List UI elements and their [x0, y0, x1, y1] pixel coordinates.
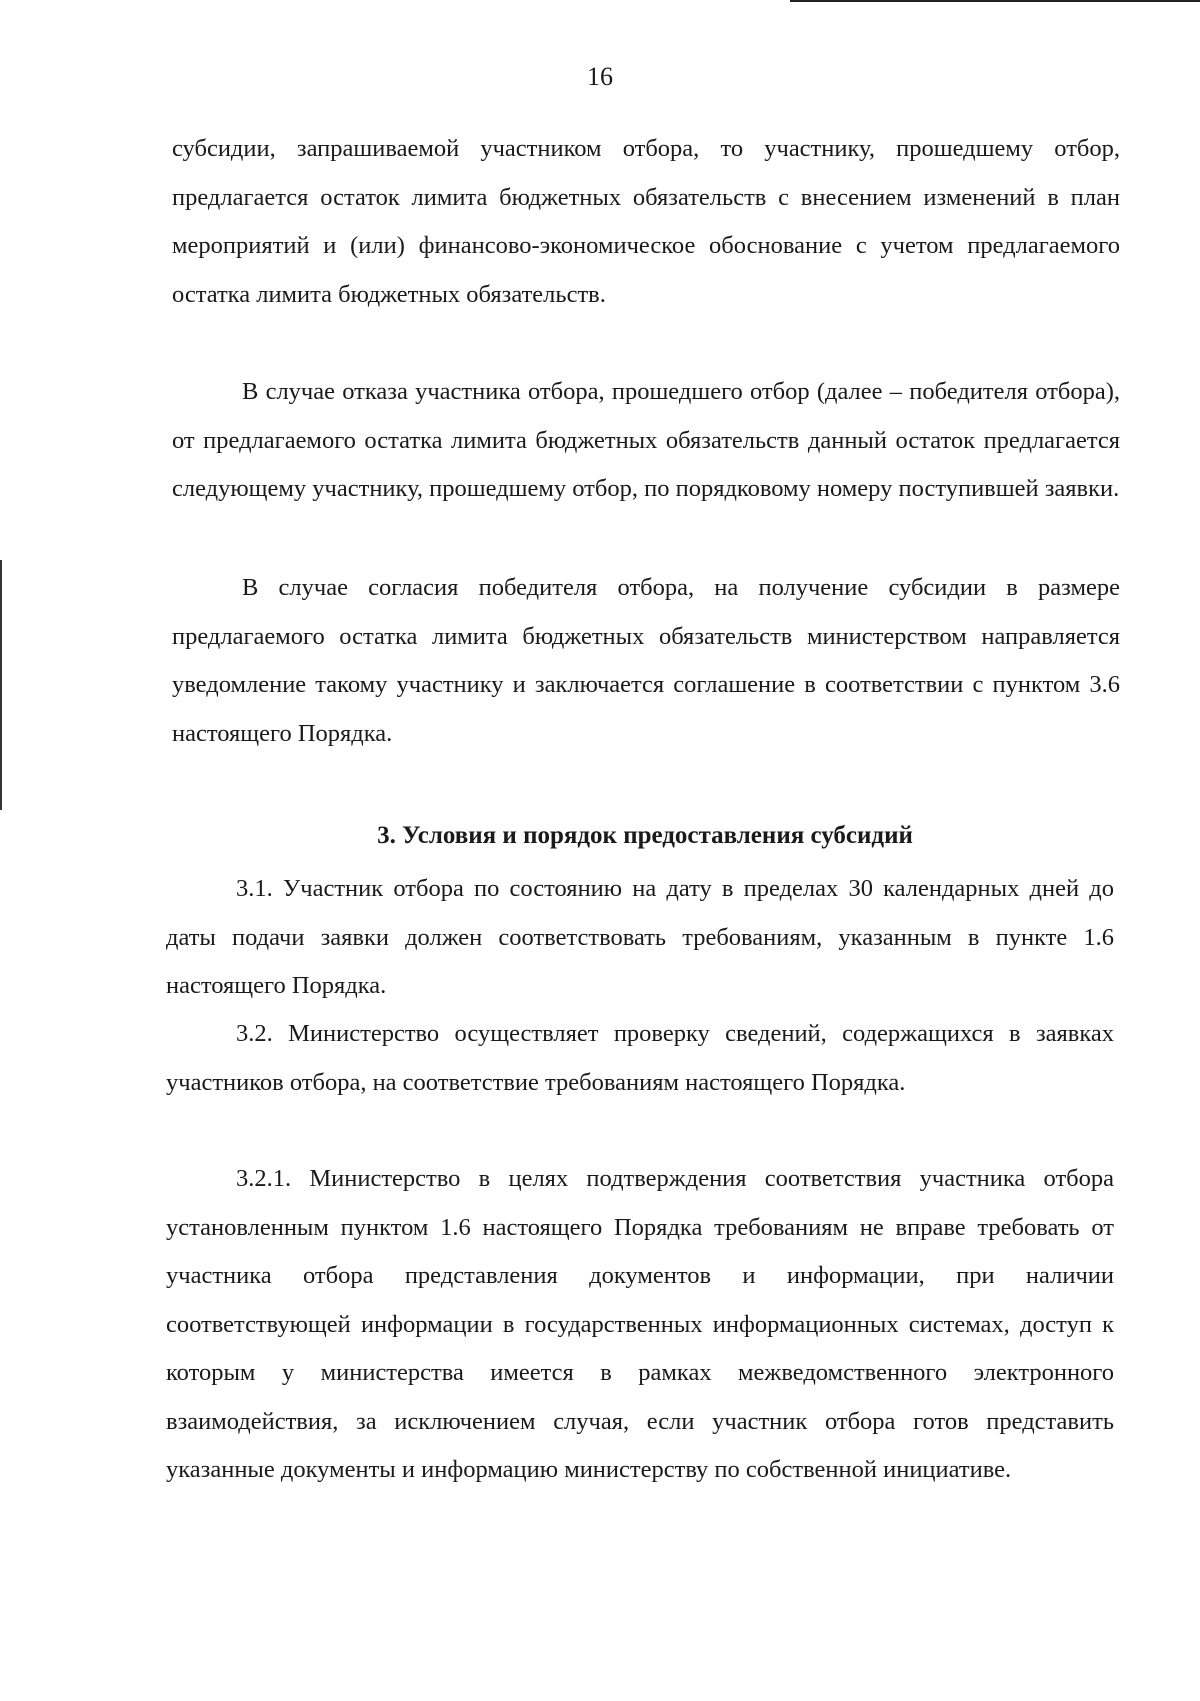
section-heading: 3. Условия и порядок предоставления субсидий	[377, 822, 913, 849]
paragraph-3-1: 3.1. Участник отбора по состоянию на дату в пределах 30 календарных дней до даты подачи заявки должен соответствовать требованиям, указанным в пункте 1.6 настоящего Порядка.	[166, 875, 1114, 999]
left-margin-mark	[0, 560, 2, 810]
page-number: 16	[587, 62, 613, 91]
top-border-line	[790, 0, 1200, 2]
paragraph-3-2: 3.2. Министерство осуществляет проверку сведений, содержащихся в заявках участников отбора, на соответствие требованиям настоящего Порядка.	[166, 1020, 1114, 1096]
paragraph-continuation: субсидии, запрашиваемой участником отбора, то участнику, прошедшему отбор, предлагается остаток лимита бюджетных обязательств с внесением изменений в план мероприятий и (или) финансово-экономическое обоснование с учетом предлагаемого остатка лимита бюджетных обязательств.	[172, 135, 1120, 308]
paragraph-refusal-case: В случае отказа участника отбора, прошедшего отбор (далее – победителя отбора), от предлагаемого остатка лимита бюджетных обязательств данный остаток предлагается следующему участнику, прошедшему отбор, по порядковому номеру поступившей заявки.	[172, 378, 1120, 502]
paragraph-3-2-1: 3.2.1. Министерство в целях подтверждения соответствия участника отбора установленным пунктом 1.6 настоящего Порядка требованиям не вправе требовать от участника отбора представления документов и информации, при наличии соответствующей информации в государственных информационных системах, доступ к которым у министерства имеется в рамках межведомственного электронного взаимодействия, за исключением случая, если участник отбора готов представить указанные документы и информацию министерству по собственной инициативе.	[166, 1165, 1114, 1483]
paragraph-consent-case: В случае согласия победителя отбора, на получение субсидии в размере предлагаемого остатка лимита бюджетных обязательств министерством направляется уведомление такому участнику и заключается соглашение в соответствии с пунктом 3.6 настоящего Порядка.	[172, 574, 1120, 747]
